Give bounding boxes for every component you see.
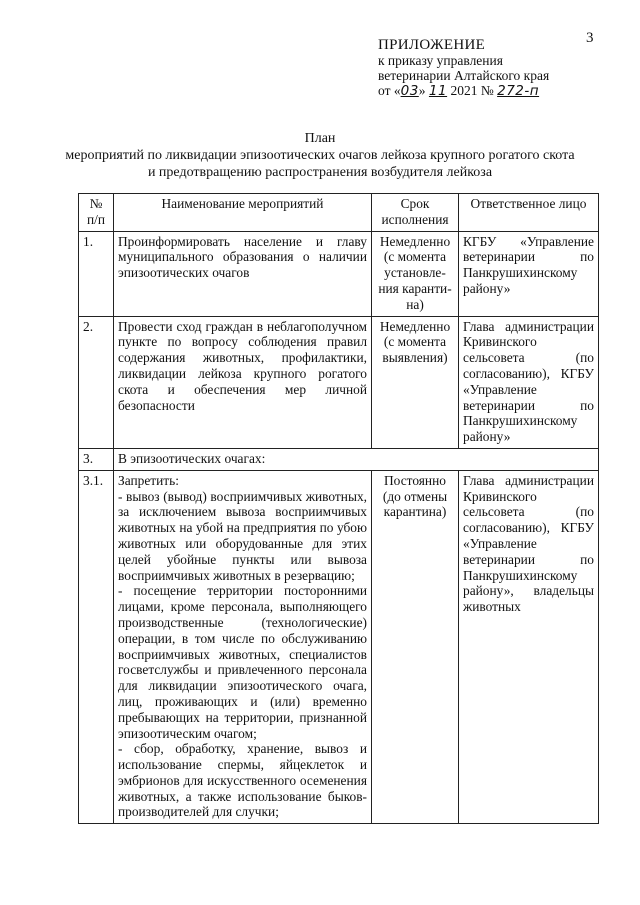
row-resp: Глава администрации Кривинского сельсовета (по согласованию), КГБУ «Управление ветеринарии по Панкрушихинскому району», владельцы животных [459,470,599,824]
table-section-row [79,448,599,470]
row-num: 3.1. [79,470,114,824]
order-number: 272-п [497,83,540,99]
title-line-1: План [304,131,336,146]
row-term: Немедленно (с момента выявления) [372,316,459,448]
prohibit-item: - вывоз (вывод) восприимчивых животных, за исключением вывоза восприимчивых животных на убой на предприятия по убою животных или оборудованные для этих целей убойные пункты или вывоза восприимчивых животных в резервацию; [118,488,367,583]
row-num: 1. [79,231,114,316]
page-number: 3 [586,30,594,46]
header-term: Срок исполнения [372,194,459,232]
header-name: Наименование мероприятий [114,194,372,232]
appendix-header [378,38,549,99]
plan-title [40,130,600,181]
row-term: Постоянно (до отмены карантина) [372,470,459,824]
date-mid: » [418,83,426,98]
row-name: Провести сход граждан в неблагополучном пункте по вопросу соблюдения правил содержания животных, профилактики, ликвидации лейкоза крупного рогатого скота и обеспечения мер личной безопасности [114,316,372,448]
header-num: № п/п [79,194,114,232]
table-row [79,470,599,824]
table-row [79,231,599,316]
date-year: 2021 № [450,83,494,98]
row-term: Немедленно (с момента установле- ния каранти- на) [372,231,459,316]
prohibit-intro: Запретить: [118,472,179,488]
row-num: 2. [79,316,114,448]
row-name [114,470,372,824]
header-resp: Ответственное лицо [459,194,599,232]
appendix-heading: ПРИЛОЖЕНИЕ [378,37,486,53]
row-resp: КГБУ «Управление ветеринарии по Панкрушихинскому району» [459,231,599,316]
appendix-date-line [378,83,549,99]
prohibit-item: - сбор, обработку, хранение, вывоз и использование спермы, яйцеклеток и эмбрионов для искусственного осеменения животных, а также использование быков-производителей для случки; [118,741,367,820]
date-prefix: от « [378,83,401,98]
prohibit-item: - посещение территории посторонними лицами, кроме персонала, выполняющего производственные (технологические) операции, в том числе по обслуживанию восприимчивых животных, специалистов госветслужбы и привлеченного персонала для ликвидации эпизоотического очага, лиц, проживающих и (или) временно пребывающих на территории, признанной эпизоотическим очагом; [118,583,367,741]
title-line-2: мероприятий по ликвидации эпизоотических очагов лейкоза крупного рогатого скота [65,148,575,163]
appendix-line-1: к приказу управления [378,53,503,68]
row-resp: Глава администрации Кривинского сельсовета (по согласованию), КГБУ «Управление ветеринарии по Панкрушихинскому району» [459,316,599,448]
table-row [79,316,599,448]
plan-table [78,193,599,824]
title-line-3: и предотвращению распространения возбудителя лейкоза [147,165,493,180]
row-num: 3. [79,448,114,470]
date-month: 11 [428,83,448,99]
appendix-line-2: ветеринарии Алтайского края [378,68,550,83]
row-name: Проинформировать население и главу муниципального образования о наличии эпизоотических очагов [114,231,372,316]
date-day: 03 [400,83,419,99]
table-header-row [79,194,599,232]
section-title: В эпизоотических очагах: [114,448,599,470]
